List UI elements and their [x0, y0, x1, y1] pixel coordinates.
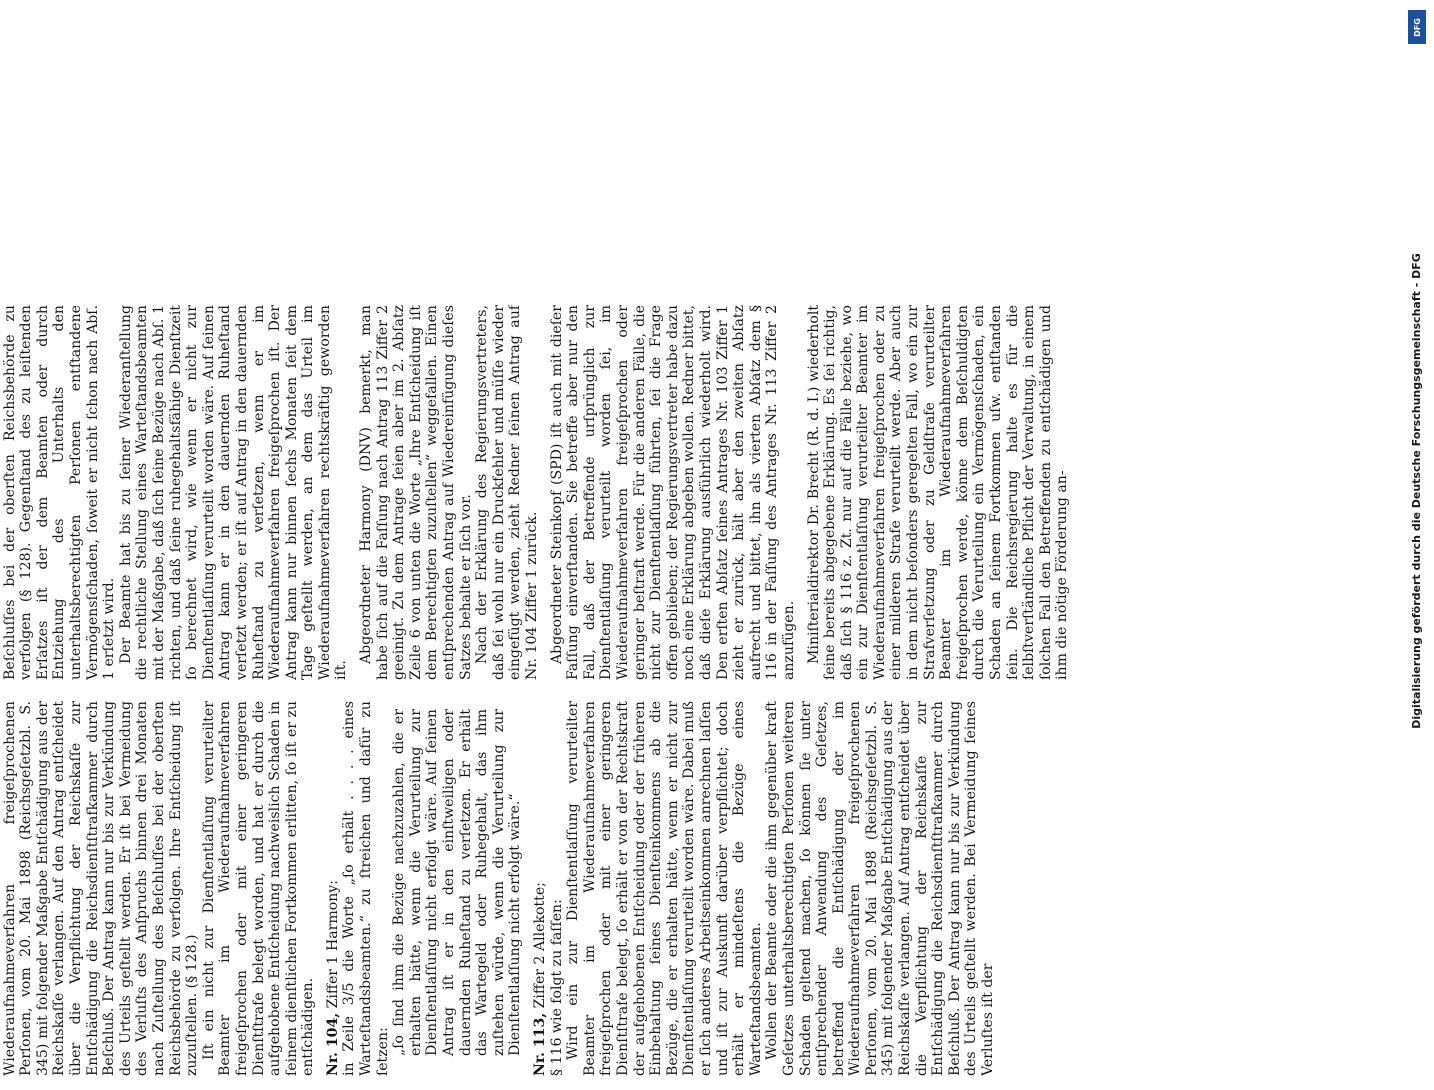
- paragraph: § 116 wie folgt zu faſſen:: [548, 899, 565, 1076]
- rotated-document-page: [0, 290, 1117, 1090]
- amendment-heading: [532, 701, 549, 1076]
- paragraph: Wird ein zur Dienſtentlaſſung verurteilter Beamter im Wiederaufnahmeverfahren freigeſprochen oder mit einer geringeren Dienſtſtrafe belegt, ſo erhält er von der Rechtskraft der aufgehobenen Entſcheidung oder der früheren Einbehaltung ſeines Dienſteinkommens ab die Bezüge, die er erhalten hätte, wenn er nicht zur Dienſtentlaſſung verurteilt worden wäre. Dabei muß er ſich anderes Arbeitseinkommen anrechnen laſſen und iſt zur Auskunft darüber verpflichtet; doch erhält er mindeſtens die Bezüge eines Warteſtandsbeamten.: [565, 701, 764, 1076]
- amendment-heading: [325, 701, 342, 1076]
- amendment-number: Nr. 113,: [532, 1012, 548, 1076]
- paragraph: Beſchluſſes bei der oberſten Reichsbehörde zu verfolgen (§ 128). Gegenſtand des zu leiſtenden Erſatzes iſt der dem Beamten oder durch Entziehung des Unterhalts den unterhaltsberechtigten Perſonen entſtandene Vermögensſchaden, ſoweit er nicht ſchon nach Abſ. 1 erſetzt wird.: [1, 305, 118, 680]
- paragraph: in Zeile 3/5 die Worte „ſo erhält . . . . eines Warteſtandsbeamten.“ zu ſtreichen und dafür zu ſetzen:: [341, 701, 391, 1076]
- paragraph: Nach der Erklärung des Regierungsvertreters, daß ſei wohl nur ein Druckfehler und müſſe wieder eingefügt werden, zieht Redner ſeinen Antrag auf Nr. 104 Ziffer 1 zurück.: [474, 305, 540, 680]
- paragraph: Abgeordneter Steinkopf (SPD) iſt auch mit dieſer Faſſung einverſtanden. Sie betreffe aber nur den Fall, daß der Betreffende urſprünglich zur Dienſtentlaſſung verurteilt worden ſei, im Wiederaufnahmeverfahren freigeſprochen oder geringer beſtraft werde. Für die anderen Fälle, die nicht zur Dienſtentlaſſung führten, ſei die Frage offen geblieben; der Regierungsvertreter habe dazu noch eine Erklärung abgeben wollen. Redner bittet, daß dieſe Erklärung ausführlich wiederholt wird. Den erſten Abſatz ſeines Antrages Nr. 103 Ziffer 1 zieht er zurück, hält aber den zweiten Abſatz aufrecht und bittet, ihn als vierten Abſatz dem § 116 in der Faſſung des Antrages Nr. 113 Ziffer 2 anzufügen.: [548, 305, 797, 680]
- amendment-heading-text: Ziffer 2 Allekotte;: [532, 882, 548, 1013]
- amendment-heading-text: Ziffer 1 Harmony:: [324, 879, 341, 1013]
- dfg-credit-line: Digitalisierung gefördert durch die Deutsche Forschungsgemeinschaft - DFG: [1410, 253, 1423, 729]
- text-column-right: [0, 305, 1105, 680]
- text-column-left: [0, 701, 1105, 1076]
- paragraph: Der Beamte hat bis zu ſeiner Wiederanſtellung die rechtliche Stellung eines Warteſtandsbeamten mit der Maßgabe, daß ſich ſeine Bezüge nach Abſ. 1 richten, und daß ſeine ruhegehaltsfähige Dienſtzeit ſo berechnet wird, wie wenn er nicht zur Dienſtentlaſſung verurteilt worden wäre. Auf ſeinen Antrag kann er in den dauernden Ruheſtand verſetzt werden; er iſt auf Antrag in den dauernden Ruheſtand zu verſetzen, wenn er im Wiederaufnahmeverfahren freigeſprochen iſt. Der Antrag kann nur binnen ſechs Monaten ſeit dem Tage geſtellt werden, an dem das Urteil im Wiederaufnahmeverfahren rechtskräftig geworden iſt.: [117, 305, 350, 680]
- paragraph: Miniſterialdirektor Dr. Brecht (R. d. I.) wiederholt ſeine bereits abgegebene Erklärung. Es ſei richtig, daß ſich § 116 z. Zt. nur auf die Fälle beziehe, wo ein zur Dienſtentlaſſung verurteilter Beamter im Wiederaufnahmeverfahren freigeſprochen oder zu einer milderen Strafe verurteilt werde. Aber auch in dem nicht beſonders geregelten Fall, wo ein zur Strafverſetzung oder zu Geldſtrafe verurteilter Beamter im Wiederaufnahmeverfahren freigeſprochen werde, könne dem Beſchuldigten durch die Verurteilung ein Vermögensſchaden, ein Schaden an ſeinem Fortkommen uſw. entſtanden ſein. Die Reichsregierung halte es für die ſelbſtverſtändliche Pflicht der Verwaltung, in einem ſolchen Fall den Betreffenden zu entſchädigen und ihm die nötige Förderung an-: [805, 305, 1071, 680]
- amendment-number: Nr. 104,: [324, 1012, 341, 1076]
- paragraph: Iſt ein nicht zur Dienſtentlaſſung verurteilter Beamter im Wiederaufnahmeverfahren freigeſprochen oder mit einer geringeren Dienſtſtrafe belegt worden, und hat er durch die aufgehobene Entſcheidung nachweislich Schaden in ſeinem dienſtlichen Fortkommen erlitten, ſo iſt er zu entſchädigen.: [200, 701, 317, 1076]
- dfg-logo-text: DFG: [1412, 17, 1422, 37]
- paragraph: Wiederaufnahmeverfahren freigeſprochenen Perſonen, vom 20. Mai 1898 (Reichsgeſetzbl. S. 345) mit folgender Maßgabe Entſchädigung aus der Reichskaſſe verlangen. Auf den Antrag entſcheidet über die Verpflichtung der Reichskaſſe zur Entſchädigung die Reichsdienſtſtrafkammer durch Beſchluß. Der Antrag kann nur bis zur Verkündung des Urteils geſtellt werden. Er iſt bei Vermeidung des Verluſts des Anſpruchs binnen drei Monaten nach Zuſtellung des Beſchluſſes bei der oberſten Reichsbehörde zu verfolgen. Ihre Entſcheidung iſt zuzuſtellen. (§ 128.): [1, 701, 201, 1076]
- digitization-credit: [1404, 6, 1430, 996]
- quoted-amendment-text: „ſo ſind ihm die Bezüge nachzuzahlen, die er erhalten hätte, wenn die Verurteilung zur Dienſtentlaſſung nicht erfolgt wäre. Auf ſeinen Antrag iſt er in den einſtweiligen oder dauernden Ruheſtand zu verſetzen. Er erhält das Wartegeld oder Ruhegehalt, das ihm zuſtehen würde, wenn die Verurteilung zur Dienſtentlaſſung nicht erfolgt wäre.“: [391, 709, 524, 1056]
- paragraph: Abgeordneter Harmony (DNV) bemerkt, man habe ſich auf die Faſſung nach Antrag 113 Ziffer 2 geeinigt. Zu dem Antrage ſeien aber im 2. Abſatz Zeile 6 von unten die Worte „Ihre Entſcheidung iſt dem Berechtigten zuzuſtellen“ weggefallen. Einen entſprechenden Antrag auf Wiedereinfügung dieſes Satzes behalte er ſich vor.: [358, 305, 474, 680]
- paragraph: Wollen der Beamte oder die ihm gegenüber kraft Geſetzes unterhaltsberechtigten Perſonen weiteren Schaden geltend machen, ſo können ſie unter entſprechender Anwendung des Geſetzes, betreffend die Entſchädigung der im Wiederaufnahmeverfahren freigeſprochenen Perſonen, vom 20. Mai 1898 (Reichsgeſetzbl. S. 345) mit folgender Maßgabe Entſchädigung aus der Reichskaſſe verlangen. Auf Antrag entſcheidet über die Verpflichtung der Reichskaſſe zur Entſchädigung die Reichsdienſtſtrafkammer durch Beſchluß. Der Antrag kann nur bis zur Verkündung des Urteils geſtellt werden. Bei Vermeidung ſeines Verluſtes iſt der: [764, 701, 997, 1076]
- dfg-logo: [1408, 10, 1426, 44]
